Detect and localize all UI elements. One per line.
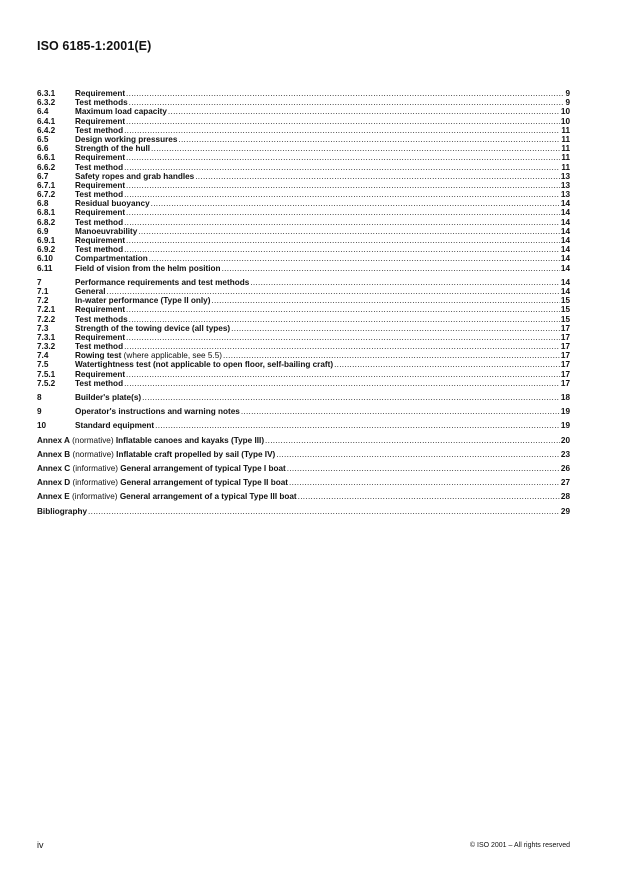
toc-entry-title-text: Test methods	[75, 98, 128, 108]
dot-leader	[126, 208, 560, 217]
toc-entry-number: 6.8	[37, 199, 49, 209]
toc-entry-page: 14	[560, 286, 570, 296]
dot-leader	[289, 478, 560, 487]
toc-entry[interactable]	[37, 89, 570, 98]
toc-entry[interactable]	[37, 172, 570, 181]
toc-entry-number: 7	[37, 277, 42, 287]
dot-leader	[124, 245, 560, 254]
dot-leader	[287, 464, 560, 473]
toc-entry[interactable]	[37, 360, 570, 369]
toc-entry[interactable]	[37, 379, 570, 388]
toc-entry-page: 14	[560, 245, 570, 255]
toc-entry-title	[75, 245, 123, 254]
toc-entry[interactable]	[37, 190, 570, 199]
toc-entry-number: 10	[37, 421, 47, 431]
toc-entry[interactable]	[37, 245, 570, 254]
toc-entry-title	[75, 144, 150, 153]
toc-entry-title-text: Field of vision from the helm position	[75, 263, 221, 273]
toc-entry-title-text: Requirement	[75, 153, 126, 163]
dot-leader	[298, 492, 560, 501]
toc-entry[interactable]	[37, 181, 570, 190]
annex-title-text: General arrangement of a typical Type III boat	[119, 492, 297, 502]
dot-leader	[222, 264, 560, 273]
toc-entry-number: 7.2.1	[37, 305, 56, 315]
annex-label: Annex D	[37, 478, 71, 488]
table-of-contents	[37, 89, 570, 516]
toc-entry[interactable]	[37, 393, 570, 402]
toc-entry[interactable]	[37, 107, 570, 116]
dot-leader	[124, 218, 560, 227]
toc-sections-8-10	[37, 388, 570, 431]
toc-annexes	[37, 431, 570, 502]
toc-entry[interactable]	[37, 199, 570, 208]
toc-entry-page: 29	[560, 506, 570, 516]
document-header: ISO 6185-1:2001(E)	[37, 39, 152, 53]
toc-entry-title-text: General	[75, 286, 106, 296]
dot-leader	[126, 305, 560, 314]
dot-leader	[241, 407, 560, 416]
toc-entry[interactable]	[37, 264, 570, 273]
toc-annex-entry[interactable]	[37, 492, 570, 501]
toc-entry-number: 7.5.2	[37, 378, 56, 388]
toc-entry-number: 6.3.2	[37, 98, 56, 108]
toc-entry-number: 7.3.1	[37, 332, 56, 342]
toc-entry-title	[75, 236, 125, 245]
dot-leader	[124, 342, 560, 351]
toc-entry-title-text: Performance requirements and test methods	[75, 277, 250, 287]
toc-entry-title	[75, 305, 125, 314]
dot-leader	[126, 370, 560, 379]
toc-entry-page: 17	[560, 369, 570, 379]
toc-entry-number: 9	[37, 407, 42, 417]
toc-entry-title	[75, 324, 230, 333]
toc-entry-title	[75, 107, 167, 116]
toc-entry-title-text: Compartmentation	[75, 254, 148, 264]
toc-entry-number: 6.11	[37, 263, 53, 273]
toc-entry-title	[75, 379, 123, 388]
toc-bibliography-entry[interactable]	[37, 507, 570, 516]
toc-entry-title-text: Requirement	[75, 180, 126, 190]
toc-annex-title	[37, 478, 288, 487]
toc-entry-title	[75, 278, 249, 287]
annex-kind: (informative)	[70, 463, 121, 473]
toc-entry[interactable]	[37, 407, 570, 416]
toc-entry-title-text: Test method	[75, 342, 124, 352]
dot-leader	[178, 135, 560, 144]
dot-leader	[151, 199, 560, 208]
toc-entry-page: 13	[560, 190, 570, 200]
toc-entry-title-text: Rowing test	[75, 351, 122, 361]
dot-leader	[107, 287, 560, 296]
toc-entry-title	[75, 199, 150, 208]
toc-entry-title-text: Requirement	[75, 208, 126, 218]
toc-entry-note: (where applicable, see 5.5)	[121, 351, 222, 361]
toc-entry-title	[75, 181, 125, 190]
toc-entry-number: 7.2.2	[37, 314, 56, 324]
toc-entry-title	[75, 421, 154, 430]
toc-entry-title-text: Standard equipment	[75, 421, 155, 431]
toc-entry-title	[75, 135, 177, 144]
dot-leader	[149, 254, 560, 263]
toc-entry-page: 14	[560, 208, 570, 218]
toc-entry[interactable]	[37, 163, 570, 172]
toc-entry-title-text: Test method	[75, 245, 124, 255]
toc-entry[interactable]	[37, 227, 570, 236]
dot-leader	[211, 296, 559, 305]
toc-entry-page: 14	[560, 277, 570, 287]
toc-annex-entry[interactable]	[37, 464, 570, 473]
annex-label: Annex E	[37, 492, 70, 502]
dot-leader	[126, 236, 560, 245]
toc-entry-page: 14	[560, 236, 570, 245]
toc-entry[interactable]	[37, 126, 570, 135]
toc-entry-title-text: Requirement	[75, 89, 126, 98]
toc-entry-page: 17	[560, 378, 570, 388]
toc-entry[interactable]	[37, 296, 570, 305]
toc-entry[interactable]	[37, 236, 570, 245]
dot-leader	[124, 126, 560, 135]
toc-entry-page: 19	[560, 421, 570, 431]
dot-leader	[124, 163, 560, 172]
toc-entry-page: 14	[560, 226, 570, 236]
toc-entry-number: 6.7	[37, 171, 49, 181]
toc-entry-page: 18	[560, 393, 570, 402]
toc-entry[interactable]	[37, 135, 570, 144]
toc-entry-number: 6.6	[37, 144, 49, 154]
toc-entry-title	[75, 218, 123, 227]
toc-entry-page: 11	[561, 134, 570, 144]
dot-leader	[138, 227, 560, 236]
toc-entry-page: 27	[560, 478, 570, 488]
toc-entry-title-text: Requirement	[75, 116, 126, 126]
toc-entry-title	[75, 172, 194, 181]
toc-annex-entry[interactable]	[37, 436, 570, 445]
toc-entry-number: 6.7.2	[37, 190, 56, 200]
toc-entry-number: 7.5.1	[37, 369, 56, 379]
toc-entry-title	[75, 89, 125, 98]
dot-leader	[129, 315, 560, 324]
dot-leader	[142, 393, 560, 402]
toc-entry-title-text: Test method	[75, 125, 124, 135]
toc-entry-number: 6.9.1	[37, 236, 56, 245]
toc-annex-entry[interactable]	[37, 478, 570, 487]
dot-leader	[126, 333, 560, 342]
toc-entry[interactable]	[37, 421, 570, 430]
copyright-notice: © ISO 2001 – All rights reserved	[469, 842, 570, 849]
dot-leader	[265, 436, 560, 445]
toc-entry[interactable]	[37, 144, 570, 153]
toc-entry-page: 15	[560, 305, 570, 315]
toc-entry-title	[75, 117, 125, 126]
toc-entry-number: 6.3.1	[37, 89, 56, 98]
toc-entry-title	[75, 126, 123, 135]
toc-bibliography	[37, 502, 570, 516]
dot-leader	[168, 107, 560, 116]
toc-entry-number: 7.1	[37, 286, 49, 296]
toc-entry-number: 7.5	[37, 360, 49, 370]
toc-entry-title	[75, 163, 123, 172]
toc-entry-title-text: Strength of the hull	[75, 144, 151, 154]
toc-entry-title-text: Test method	[75, 217, 124, 227]
toc-entry-number: 7.3.2	[37, 342, 56, 352]
toc-entry[interactable]	[37, 208, 570, 217]
toc-entry-page: 17	[560, 351, 570, 361]
toc-entry-title	[75, 370, 125, 379]
toc-entry-title-text: Requirement	[75, 332, 126, 342]
dot-leader	[124, 190, 560, 199]
toc-entry-page: 17	[560, 360, 570, 370]
toc-annex-title	[37, 450, 275, 459]
toc-entry-number: 6.5	[37, 134, 49, 144]
toc-entry-title-text: Test method	[75, 378, 124, 388]
toc-entry[interactable]	[37, 287, 570, 296]
toc-entry-number: 6.6.1	[37, 153, 56, 163]
toc-entry-title	[75, 360, 333, 369]
dot-leader	[231, 324, 560, 333]
toc-entry-title	[75, 287, 106, 296]
annex-title-text: Inflatable craft propelled by sail (Type IV)	[116, 449, 276, 459]
toc-entry-title	[75, 208, 125, 217]
dot-leader	[88, 507, 560, 516]
dot-leader	[250, 278, 560, 287]
dot-leader	[126, 181, 560, 190]
toc-entry-title	[75, 296, 210, 305]
toc-entry-number: 7.2	[37, 296, 49, 306]
toc-annex-title	[37, 436, 264, 445]
toc-entry-number: 6.7.1	[37, 180, 56, 190]
toc-annex-title	[37, 492, 297, 501]
toc-entry-number: 7.4	[37, 351, 49, 361]
toc-entry-title	[75, 254, 148, 263]
toc-entry-page: 11	[561, 162, 570, 172]
toc-entry-page: 14	[560, 254, 570, 264]
toc-entry-page: 15	[560, 314, 570, 324]
toc-entry-number: 6.10	[37, 254, 53, 264]
toc-entry-page: 14	[560, 199, 570, 209]
toc-entry-title-text: Requirement	[75, 236, 126, 245]
toc-entry-title-text: Test method	[75, 190, 124, 200]
toc-entry-page: 19	[560, 407, 570, 417]
dot-leader	[126, 89, 564, 98]
toc-entry-page: 15	[560, 296, 570, 306]
toc-entry-title	[75, 315, 128, 324]
toc-entry-page: 9	[565, 98, 570, 108]
toc-entry-number: 6.6.2	[37, 162, 56, 172]
toc-entry-title	[75, 153, 125, 162]
toc-entry[interactable]	[37, 324, 570, 333]
toc-entry-page: 10	[560, 116, 570, 126]
toc-entry-page: 17	[560, 332, 570, 342]
annex-title-text: General arrangement of typical Type II boat	[120, 478, 289, 488]
toc-entry-page: 13	[560, 180, 570, 190]
toc-entry[interactable]	[37, 315, 570, 324]
toc-entry[interactable]	[37, 218, 570, 227]
annex-title-text: General arrangement of typical Type I boat	[120, 463, 286, 473]
toc-entry-title-text: Builder's plate(s)	[75, 393, 142, 402]
toc-entry-title	[75, 393, 141, 402]
toc-entry-title	[75, 342, 123, 351]
toc-section-7	[37, 278, 570, 388]
toc-entry[interactable]	[37, 153, 570, 162]
toc-entry-page: 26	[560, 463, 570, 473]
toc-entry-number: 6.9.2	[37, 245, 56, 255]
toc-entry-page: 17	[560, 342, 570, 352]
toc-entry-title-text: Strength of the towing device (all types)	[75, 323, 231, 333]
toc-entry-title-text: Test methods	[75, 314, 128, 324]
toc-entry[interactable]	[37, 342, 570, 351]
toc-entry-title	[75, 264, 221, 273]
toc-entry-title	[75, 351, 222, 360]
bibliography-title: Bibliography	[37, 506, 88, 516]
toc-entry-title	[75, 407, 240, 416]
toc-entry-page: 20	[560, 435, 570, 445]
dot-leader	[276, 450, 560, 459]
annex-kind: (informative)	[70, 478, 121, 488]
toc-entry-page: 9	[565, 89, 570, 98]
toc-entry-title-text: Requirement	[75, 369, 126, 379]
toc-annex-entry[interactable]	[37, 450, 570, 459]
dot-leader	[195, 172, 560, 181]
annex-label: Annex A	[37, 435, 70, 445]
annex-label: Annex C	[37, 463, 71, 473]
toc-entry-title-text: Watertightness test (not applicable to open floor, self-bailing craft)	[75, 360, 334, 370]
toc-entry-title-text: Maximum load capacity	[75, 107, 167, 117]
toc-entry-page: 11	[561, 125, 570, 135]
dot-leader	[334, 360, 560, 369]
toc-entry-title	[75, 333, 125, 342]
annex-label: Annex B	[37, 449, 71, 459]
toc-entry-title-text: In-water performance (Type II only)	[75, 296, 211, 306]
toc-entry[interactable]	[37, 117, 570, 126]
toc-entry-title-text: Residual buoyancy	[75, 199, 150, 209]
toc-entry[interactable]	[37, 305, 570, 314]
toc-entry-page: 11	[561, 153, 570, 163]
toc-entry[interactable]	[37, 98, 570, 107]
toc-section-6	[37, 89, 570, 273]
toc-entry-number: 6.4.1	[37, 116, 56, 126]
dot-leader	[129, 98, 565, 107]
dot-leader	[151, 144, 560, 153]
toc-entry-page: 10	[560, 107, 570, 117]
toc-entry-title-text: Requirement	[75, 305, 126, 315]
dot-leader	[155, 421, 560, 430]
toc-entry-title-text: Manoeuvrability	[75, 226, 138, 236]
page-number: iv	[37, 840, 44, 850]
toc-entry-page: 23	[560, 449, 570, 459]
toc-entry-title	[75, 190, 123, 199]
toc-entry-number: 6.9	[37, 226, 49, 236]
toc-entry[interactable]	[37, 333, 570, 342]
annex-kind: (normative)	[69, 435, 116, 445]
annex-title-text: Inflatable canoes and kayaks (Type III)	[115, 435, 265, 445]
toc-entry[interactable]	[37, 351, 570, 360]
toc-entry-title	[75, 98, 128, 107]
toc-entry-title-text: Test method	[75, 162, 124, 172]
toc-entry-number: 6.8.1	[37, 208, 56, 218]
toc-entry-page: 14	[560, 263, 570, 273]
toc-entry-page: 13	[560, 171, 570, 181]
toc-entry-title-text: Operator's instructions and warning notes	[75, 407, 240, 417]
toc-entry-number: 6.4	[37, 107, 49, 117]
toc-entry-number: 6.8.2	[37, 217, 56, 227]
toc-annex-title	[37, 464, 286, 473]
annex-kind: (normative)	[70, 449, 117, 459]
toc-entry-page: 14	[560, 217, 570, 227]
dot-leader	[124, 379, 560, 388]
toc-entry-number: 7.3	[37, 323, 49, 333]
toc-entry-number: 8	[37, 393, 42, 402]
toc-entry[interactable]	[37, 278, 570, 287]
toc-entry-page: 11	[561, 144, 570, 154]
dot-leader	[126, 153, 560, 162]
toc-entry-page: 17	[560, 323, 570, 333]
toc-entry-title-text: Design working pressures	[75, 134, 178, 144]
dot-leader	[223, 351, 560, 360]
dot-leader	[126, 117, 560, 126]
toc-entry[interactable]	[37, 370, 570, 379]
toc-entry-title-text: Safety ropes and grab handles	[75, 171, 195, 181]
toc-entry[interactable]	[37, 254, 570, 263]
toc-entry-number: 6.4.2	[37, 125, 56, 135]
annex-kind: (informative)	[69, 492, 120, 502]
toc-entry-page: 28	[560, 492, 570, 502]
toc-entry-title	[75, 227, 137, 236]
